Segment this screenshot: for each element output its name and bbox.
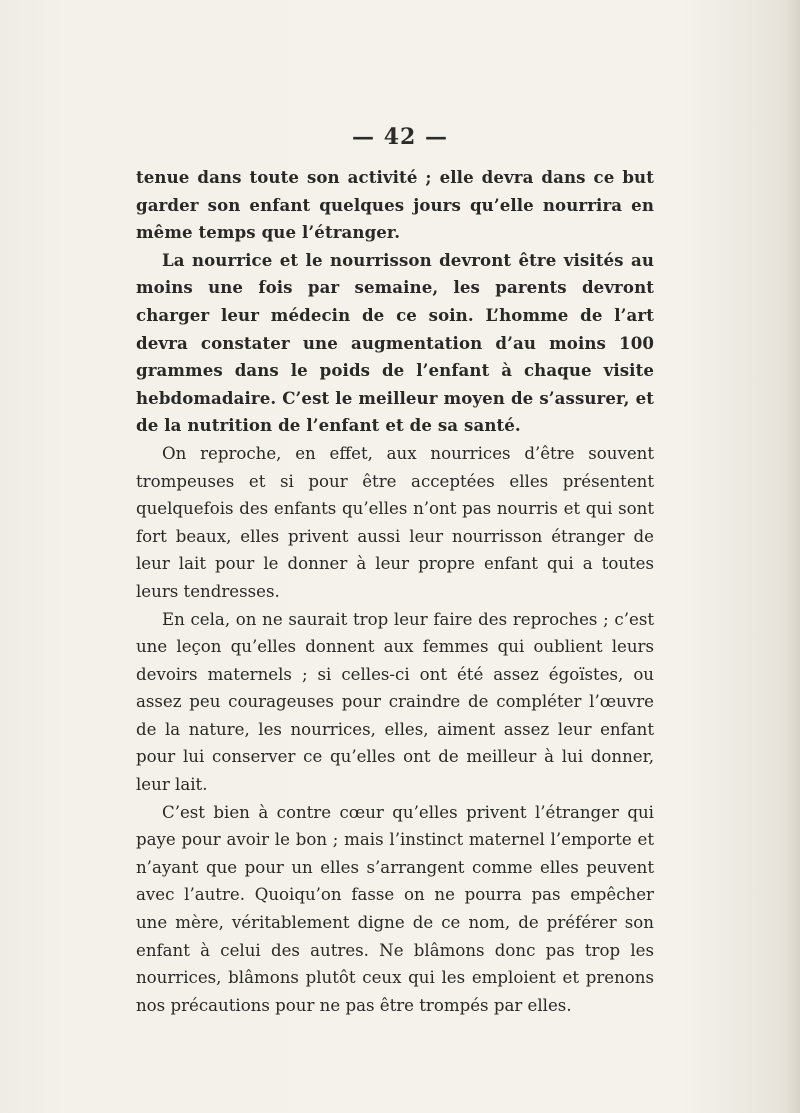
page-number: — 42 — (352, 124, 448, 150)
paragraph-3: On reproche, en effet, aux nourrices d’être souvent trompeuses et si pour être acceptées elles présentent quelquefois des enfants qu’elles n’ont pas nourris et qui sont fort beaux, elles privent aussi leur nourrisson étranger de leur lait pour le donner à leur propre enfant qui a toutes leurs tendresses. (136, 443, 654, 601)
paragraph-4: En cela, on ne saurait trop leur faire des reproches ; c’est une leçon qu’elles donnent aux femmes qui oublient leurs devoirs maternels ; si celles-ci ont été assez égoïstes, ou assez peu courageuses pour craindre de compléter l’œuvre de la nature, les nourrices, elles, aiment assez leur enfant pour lui conserver ce qu’elles ont de meilleur à lui donner, leur lait. (136, 609, 654, 795)
paragraph-5: C’est bien à contre cœur qu’elles privent l’étranger qui paye pour avoir le bon ; mais l’instinct maternel l’emporte et n’ayant que pour un elles s’arrangent comme elles peuvent avec l’autre. Quoiqu’on fasse on ne pourra pas empêcher une mère, véritablement digne de ce nom, de préférer son enfant à celui des autres. Ne blâmons donc pas trop les nourrices, blâmons plutôt ceux qui les emploient et prenons nos précautions pour ne pas être trompés par elles. (136, 802, 654, 1015)
body-text (136, 164, 654, 1019)
paragraph-1: tenue dans toute son activité ; elle devra dans ce but garder son enfant quelques jours qu’elle nourrira en même temps que l’étranger. (136, 167, 654, 243)
page-edge-shadow (786, 0, 800, 1113)
paragraph-2: La nourrice et le nourrisson devront être visités au moins une fois par semaine, les parents devront charger leur médecin de ce soin. L’homme de l’art devra constater une augmentation d’au moins 100 grammes dans le poids de l’enfant à chaque visite hebdomadaire. C’est le meilleur moyen de s’assurer, et de la nutrition de l’enfant et de sa santé. (136, 249, 654, 436)
